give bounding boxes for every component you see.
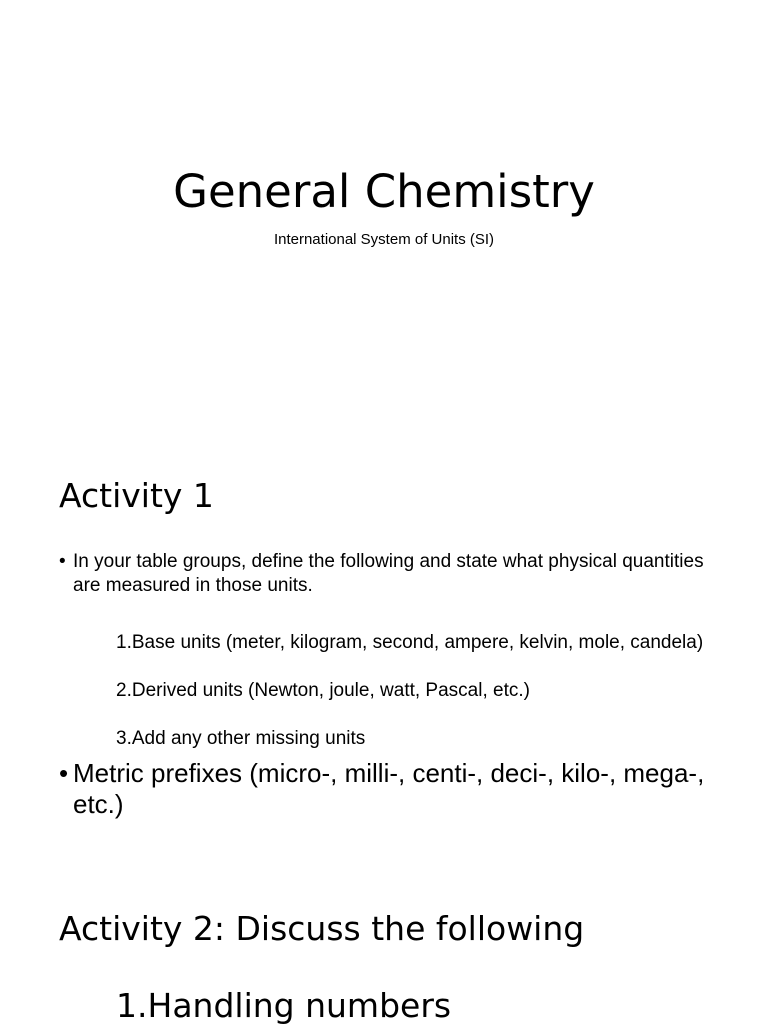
list-item-text: Base units (meter, kilogram, second, ampere, kelvin, mole, candela) [131,632,704,653]
bullet-item [59,758,719,820]
bullet-text: In your table groups, define the following and state what physical quantities are measured in those units. [73,551,704,596]
list-item-text: Derived units (Newton, joule, watt, Pascal, etc.) [131,680,530,701]
list-item-text: Handling numbers [147,986,452,1025]
list-item [116,727,708,751]
numbered-list-item-2 [116,679,708,703]
list-item-number: 3. [116,728,132,749]
list-item-number: 1. [116,632,132,653]
list-item-number: 2. [116,680,132,701]
page-title: General Chemistry [173,165,595,218]
activity-1-heading: Activity 1 [59,476,214,515]
list-item [116,984,451,1028]
numbered-list-item-3 [116,727,708,751]
bullet-item [59,550,719,598]
bullet-text: Metric prefixes (micro-, milli-, centi-, deci-, kilo-, mega-, etc.) [73,758,705,819]
list-item [116,679,708,703]
list-item-text: Add any other missing units [131,728,366,749]
bullet-marker: • [59,758,69,788]
list-item [116,631,708,655]
bullet-marker: • [59,551,66,572]
page-subtitle: International System of Units (SI) [273,231,495,248]
activity-2-heading: Activity 2: Discuss the following [59,909,585,948]
list-item-number: 1. [116,986,148,1025]
numbered-list-item-1 [116,631,708,655]
